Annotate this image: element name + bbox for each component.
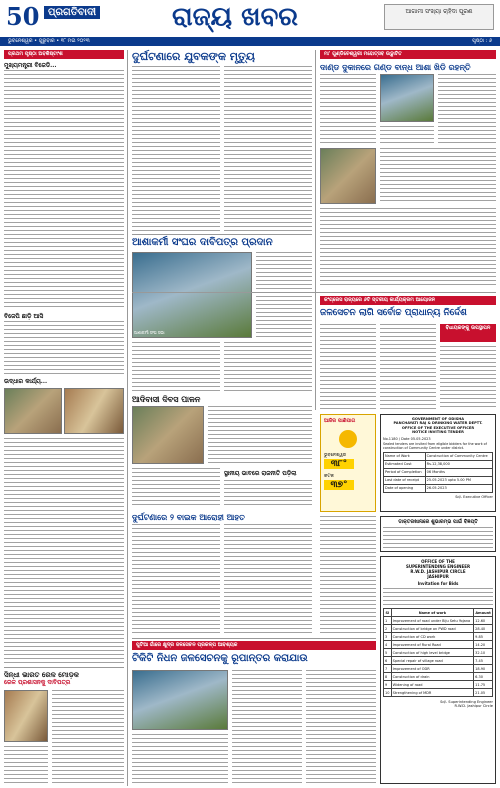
se-table-row bbox=[384, 673, 493, 681]
weather-title: ଆଜିର ପାଣିପାଗ bbox=[324, 418, 356, 424]
se-table-cell: 6 bbox=[384, 657, 392, 665]
anniversary-logo: 50 bbox=[6, 2, 40, 31]
right-photo-1 bbox=[380, 74, 434, 122]
left-banner: ପ୍ରଥମ ପୃଷ୍ଠା ଅବଶିଷ୍ଟାଂଶ bbox=[4, 50, 124, 59]
bottom-headline: ଟିକିଟି ନିଧନ ଜଳସେଚନକୁ ରୂପାନ୍ତର କରାଯାଉ bbox=[132, 653, 308, 664]
se-notice-sub: Invitation for Bids bbox=[417, 581, 459, 586]
left-story1-body bbox=[4, 70, 124, 310]
asha-photo-caption: ଆଶାକର୍ମୀ ସଂଘ ସଭା bbox=[134, 330, 165, 335]
se-table-cell: 21.05 bbox=[474, 689, 493, 697]
bottom-notice-body bbox=[383, 527, 493, 549]
left-story3-body bbox=[4, 438, 124, 663]
se-table-cell: Construction of CD work bbox=[391, 633, 473, 641]
govt-notice-row bbox=[384, 468, 493, 476]
water-story-col1 bbox=[320, 324, 376, 410]
se-table-cell: Improvement of road under Biju Setu Yojana bbox=[391, 617, 473, 625]
govt-notice-sign: Sd/- Executive Officer bbox=[455, 494, 493, 499]
right-top-banner: ମା' ଗୁଣ୍ଡିଚେଶ୍ୱରୀ ମହୋତ୍ସବ ଉଦ୍ଘାଟିତ bbox=[320, 50, 496, 59]
se-table-cell: Construction of drain bbox=[391, 673, 473, 681]
dateline bbox=[0, 37, 500, 46]
se-table-row bbox=[384, 617, 493, 625]
se-table-cell: 6.30 bbox=[474, 673, 493, 681]
right-story-bottom bbox=[320, 208, 496, 288]
weather-box bbox=[320, 414, 376, 512]
govt-notice-label: Name of Work bbox=[384, 452, 426, 460]
se-table-cell: Strengthening of MDR bbox=[391, 689, 473, 697]
left-story4-title: ସିନ୍ଧୀ ଭାରତ ରେଳ ମୋଡ଼କ bbox=[4, 670, 79, 679]
se-notice-table bbox=[383, 608, 493, 697]
govt-notice-label: Last date of receipt bbox=[384, 476, 426, 484]
left-story1-title: ମୁଖ୍ୟମନ୍ତ୍ରୀ ବିଜେଡି... bbox=[4, 62, 57, 69]
se-table-cell: 32.10 bbox=[474, 649, 493, 657]
asha-story-col1 bbox=[132, 342, 220, 392]
se-table-cell: 11.75 bbox=[474, 681, 493, 689]
column-rule-2 bbox=[315, 50, 316, 410]
se-table-cell: 28.40 bbox=[474, 625, 493, 633]
left-story3-title: ଉଦ୍ଧାର କାର୍ଯ୍ୟ... bbox=[4, 378, 48, 385]
minister-story bbox=[224, 480, 312, 508]
se-table-cell: 7 bbox=[384, 665, 392, 673]
govt-notice-value: 26.05.2023 bbox=[425, 484, 492, 492]
center-divider-1 bbox=[132, 234, 312, 235]
block-photo bbox=[132, 406, 204, 464]
health-story-col1 bbox=[132, 524, 220, 634]
se-table-cell: 7.45 bbox=[474, 657, 493, 665]
se-table-cell: Construction of bridge on PWD road bbox=[391, 625, 473, 633]
se-table-cell: Improvement of ODR bbox=[391, 665, 473, 673]
se-table-cell: 9 bbox=[384, 681, 392, 689]
se-table-row bbox=[384, 625, 493, 633]
se-table-header: Name of work bbox=[391, 609, 473, 617]
paper-name: ପ୍ରଗତିବାଦୀ bbox=[44, 6, 100, 19]
se-table-cell: Widening of road bbox=[391, 681, 473, 689]
se-notice-title: OFFICE OF THE SUPERINTENDING ENGINEER R.W.D. JASHIPUR CIRCLE JASHIPUR bbox=[405, 559, 471, 579]
block-story-2 bbox=[132, 468, 220, 508]
health-story-col2 bbox=[224, 524, 312, 634]
left-story4-sub: ରେଳ ପ୍ରଶାସନକୁ ଦାବିପତ୍ର bbox=[4, 679, 71, 686]
top-advert: ଆଗାମୀ ସଂଖ୍ୟା ଚାହିଦା ପୂରଣ bbox=[384, 4, 494, 30]
se-table-cell: 3 bbox=[384, 633, 392, 641]
left-story4-body-2 bbox=[4, 746, 48, 784]
left-photo-2 bbox=[64, 388, 124, 434]
right-story-col1 bbox=[320, 74, 376, 144]
asha-story-col2 bbox=[224, 342, 312, 392]
se-table-cell: 18.90 bbox=[474, 665, 493, 673]
right-story-col3 bbox=[438, 74, 496, 144]
sun-icon bbox=[339, 430, 357, 448]
govt-notice-row bbox=[384, 460, 493, 468]
water-headline: ଜଳସେଚନ ଲାଗି ସର୍ବୋଚ୍ଚ ପ୍ରାଧାନ୍ୟ ନିର୍ଦ୍ଦେଶ bbox=[320, 308, 467, 318]
main-story-col1 bbox=[132, 66, 220, 231]
block-headline: ଆଦିବାସୀ ଦିବସ ପାଳନ bbox=[132, 394, 201, 404]
water-story-col3 bbox=[440, 346, 496, 410]
right-story-lower bbox=[380, 148, 496, 204]
water-divider bbox=[132, 292, 496, 293]
asha-headline: ଆଶାକର୍ମୀ ସଂଘର ଦାବିପତ୍ର ପ୍ରଦାନ bbox=[132, 237, 273, 248]
se-table-header: Sl bbox=[385, 610, 390, 615]
se-table-row bbox=[384, 649, 493, 657]
govt-notice-no: No.1180 / Date 05.05.2023 bbox=[383, 436, 431, 441]
bottom-banner: ପୁଟିଆ ଗାଁରେ କ୍ଷୁଦ୍ର ଜଳସେଚନ ପ୍ରକଳ୍ପ ଆବଶ୍ୟକ bbox=[132, 641, 376, 650]
se-table-row bbox=[384, 665, 493, 673]
left-story4-body bbox=[52, 690, 124, 785]
bottom-story-col1 bbox=[132, 734, 228, 784]
main-headline: ଦୁର୍ଘଟଣାରେ ଯୁବକଙ୍କ ମୃତ୍ୟୁ bbox=[132, 50, 255, 63]
se-table-cell: 5 bbox=[384, 649, 392, 657]
left-photo-1 bbox=[4, 388, 62, 434]
se-tender-notice bbox=[380, 556, 496, 784]
right-photo-2 bbox=[320, 148, 376, 204]
water-story-col2 bbox=[380, 324, 436, 410]
block-story bbox=[208, 406, 312, 464]
se-table-header: Amount bbox=[475, 610, 491, 615]
se-table-row bbox=[384, 633, 493, 641]
govt-notice-label: Date of opening bbox=[384, 484, 426, 492]
se-table-cell: 9.85 bbox=[474, 633, 493, 641]
weather-city-1: ଭୁବନେଶ୍ୱର bbox=[324, 453, 347, 458]
asha-story-side bbox=[256, 252, 312, 338]
se-table-cell: 2 bbox=[384, 625, 392, 633]
red-notice: ବିଧାୟକଙ୍କୁ ଉପସ୍ଥାପନ bbox=[440, 324, 496, 342]
govt-notice-body: Sealed tenders are invited from eligible bidders for the work of construction of Community Centre under district. bbox=[383, 441, 487, 450]
weather-temp-1: ୩୮° bbox=[324, 459, 354, 469]
se-table-cell: 1 bbox=[384, 617, 392, 625]
left-story2-title: ବିଜେପି ଛାଡ଼ି ଆସି bbox=[4, 313, 44, 320]
right-top-headline: ଦାଣ୍ଡ ଦୁକାନରେ ଗଣ୍ଡ ବାନ୍ଧ ଆଶା ଖିଡି ରହନ୍ତି bbox=[320, 62, 471, 72]
column-rule-1 bbox=[127, 50, 128, 786]
left-story2-body bbox=[4, 321, 124, 375]
bottom-story-col3 bbox=[306, 670, 376, 784]
se-notice-sign: Sd/- Superintending Engineer R.W.D. Jashipur Circle bbox=[440, 700, 493, 708]
govt-notice-table bbox=[383, 452, 493, 493]
left-divider bbox=[4, 667, 124, 668]
bottom-photo bbox=[132, 670, 228, 730]
govt-notice-label: Period of Completion bbox=[384, 468, 426, 476]
se-table-cell: 14.20 bbox=[474, 641, 493, 649]
se-notice-body bbox=[383, 588, 493, 606]
se-table-cell: Construction of high level bridge bbox=[391, 649, 473, 657]
se-table-row bbox=[384, 657, 493, 665]
masthead bbox=[0, 0, 500, 46]
bottom-notice-title: ଡାକ୍ତରଖାନାରେ ଶୁଭାରମ୍ଭ ପାଇଁ ବିଜ୍ଞପ୍ତି bbox=[398, 519, 478, 525]
se-table-row bbox=[384, 681, 493, 689]
se-table-row bbox=[384, 689, 493, 697]
minister-headline: ସ୍ଥାନୀୟ ଭାବରେ ରାଜନୀତି ପଡ଼ିଲା bbox=[224, 470, 297, 477]
govt-notice-value: Rs.12,38,000 bbox=[425, 460, 492, 468]
govt-notice-value: 06 Months bbox=[425, 468, 492, 476]
govt-notice-label: Estimated Cost bbox=[384, 460, 426, 468]
govt-notice-value: Construction of Community Centre bbox=[425, 452, 492, 460]
section-title: ରାଜ୍ୟ ଖବର bbox=[171, 2, 299, 32]
govt-notice-row bbox=[384, 452, 493, 460]
bottom-notice-box bbox=[380, 516, 496, 552]
right-story-col2 bbox=[380, 126, 434, 144]
se-table-cell: Improvement of Rural Road bbox=[391, 641, 473, 649]
govt-notice-title: GOVERNMENT OF ODISHA PANCHAYATI RAJ & DRINKING WATER DEPTT. OFFICE OF THE EXECUTIVE OFFICER NOTICE INVITING TENDER bbox=[393, 417, 483, 435]
weather-temp-2: ୩୭° bbox=[324, 480, 354, 490]
se-table-cell: 4 bbox=[384, 641, 392, 649]
govt-notice-row bbox=[384, 476, 493, 484]
health-headline: ଦୁର୍ଘଟଣାରେ ୨ ବାଇକ ଆରୋହୀ ଆହତ bbox=[132, 512, 245, 522]
govt-notice-row bbox=[384, 484, 493, 492]
asha-photo bbox=[132, 252, 252, 338]
govt-notice-value: 25.05.2023 upto 5.00 PM bbox=[425, 476, 492, 484]
se-table-row bbox=[384, 641, 493, 649]
se-table-cell: 8 bbox=[384, 673, 392, 681]
se-table-cell: 12.60 bbox=[474, 617, 493, 625]
main-story-col2 bbox=[224, 66, 312, 231]
date-text: ଭୁବନେଶ୍ୱର • ଗୁରୁବାର • ୧୮ ମଇ ୨୦୨୩ bbox=[8, 38, 90, 44]
left-portrait bbox=[4, 690, 48, 742]
right-lower-story bbox=[320, 516, 376, 636]
se-table-cell: 10 bbox=[385, 690, 390, 695]
page-number: ପୃଷ୍ଠା : ୬ bbox=[472, 38, 492, 44]
se-table-cell: Special repair of village road bbox=[391, 657, 473, 665]
weather-city-2: କଟକ bbox=[324, 474, 334, 479]
bottom-divider bbox=[132, 638, 376, 639]
bottom-story-col2 bbox=[232, 670, 302, 784]
water-banner: କଂଗ୍ରେସ ରାଜ୍ୟରେ ୬ଟି ସ୍ତରୀୟ କାର୍ଯ୍ୟକ୍ରମ ଆୟୋଜନ bbox=[320, 296, 496, 305]
govt-tender-notice bbox=[380, 414, 496, 512]
